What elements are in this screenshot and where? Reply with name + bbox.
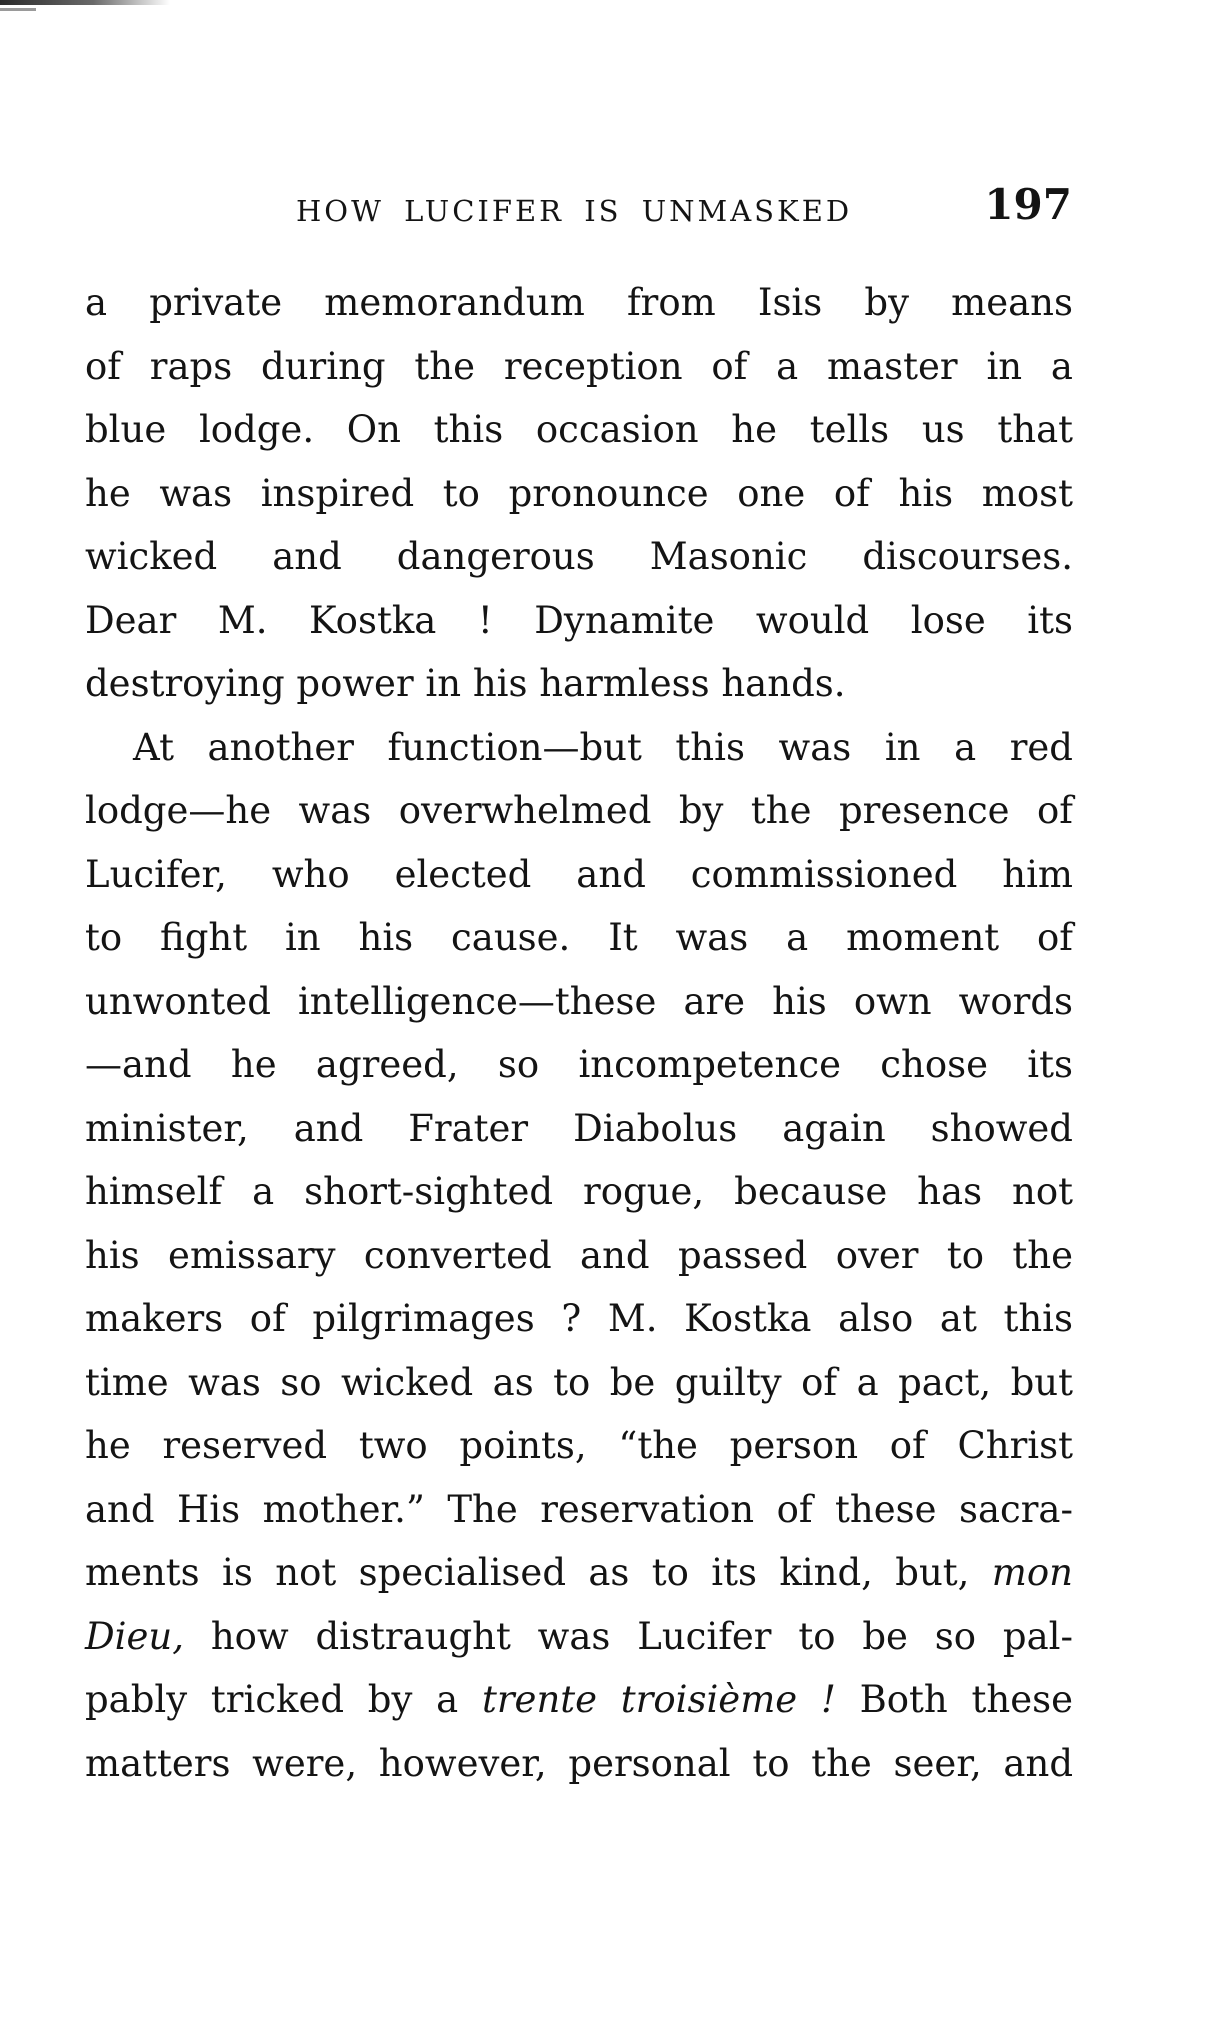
text-run: ments is not specialised as to its kind, but,: [85, 1551, 992, 1594]
text-line: and His mother.” The reservation of these sacra-: [85, 1487, 1073, 1531]
text-line: Lucifer, who elected and commissioned him: [85, 852, 1073, 896]
text-line: unwonted intelligence—these are his own words: [85, 979, 1073, 1023]
text-line: his emissary converted and passed over to the: [85, 1233, 1073, 1277]
text-run: how distraught was Lucifer to be so pal-: [184, 1614, 1073, 1658]
italic-phrase: trente troisième !: [482, 1678, 836, 1721]
text-line: he was inspired to pronounce one of his most: [85, 471, 1073, 515]
text-line: time was so wicked as to be guilty of a pact, but: [85, 1360, 1073, 1404]
text-line-mixed: [85, 1605, 1073, 1669]
text-line: himself a short-sighted rogue, because has not: [85, 1170, 1073, 1213]
paragraph-start-line: At another function—but this was in a red: [133, 725, 1073, 769]
text-line: wicked and dangerous Masonic discourses.: [85, 535, 1073, 578]
text-run: Both these: [835, 1678, 1073, 1721]
text-line: makers of pilgrimages ? M. Kostka also at this: [85, 1297, 1073, 1340]
text-line: Dear M. Kostka ! Dynamite would lose its: [85, 598, 1073, 642]
text-line: blue lodge. On this occasion he tells us that: [85, 408, 1073, 451]
body-text: [85, 271, 1073, 1795]
text-line: to fight in his cause. It was a moment of: [85, 916, 1073, 959]
text-line: a private memorandum from Isis by means: [85, 281, 1073, 324]
scan-edge-mark: [0, 0, 170, 5]
paragraph-end-line: destroying power in his harmless hands.: [85, 662, 846, 705]
text-line: of raps during the reception of a master in a: [85, 344, 1073, 388]
text-line: he reserved two points, “the person of Christ: [85, 1424, 1073, 1467]
running-title: HOW LUCIFER IS UNMASKED: [296, 194, 853, 228]
text-line-mixed: [85, 1541, 1073, 1605]
italic-phrase: mon: [991, 1551, 1073, 1594]
text-line-mixed: [85, 1668, 1073, 1732]
page-header: [296, 180, 1072, 242]
page-number: 197: [984, 180, 1072, 229]
text-line: —and he agreed, so incompetence chose its: [85, 1043, 1073, 1086]
text-run: pably tricked by a: [85, 1678, 482, 1721]
italic-phrase: Dieu,: [85, 1614, 184, 1658]
text-line: minister, and Frater Diabolus again showed: [85, 1106, 1073, 1150]
text-line: matters were, however, personal to the seer, and: [85, 1741, 1073, 1785]
text-line: lodge—he was overwhelmed by the presence of: [85, 789, 1073, 832]
scan-edge-mark-small: [0, 8, 36, 11]
